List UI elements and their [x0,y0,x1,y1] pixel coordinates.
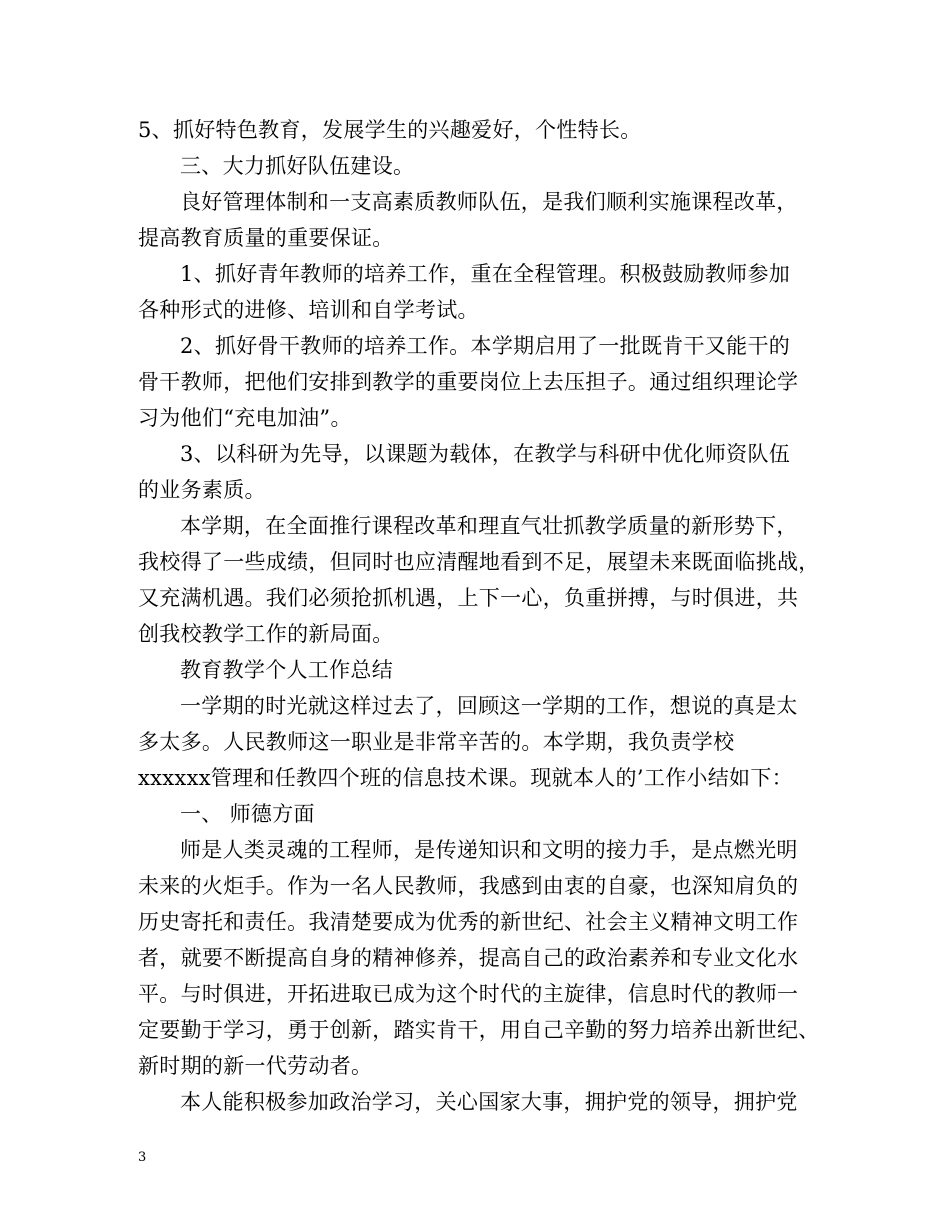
text-line: 5、抓好特色教育，发展学生的兴趣爱好，个性特长。 [138,118,642,142]
text-line: 一学期的时光就这样过去了，回顾这一学期的工作，想说的真是太 [180,694,798,718]
text-line: 的业务素质。 [138,478,266,502]
text-line: 平。与时俱进，开拓进取已成为这个时代的主旋律，信息时代的教师一 [138,982,799,1006]
text-line: 师是人类灵魂的工程师，是传递知识和文明的接力手，是点燃光明 [180,838,798,862]
text-line: 本学期，在全面推行课程改革和理直气壮抓教学质量的新形势下， [180,514,798,538]
text-line: 者，就要不断提高自身的精神修养，提高自己的政治素养和专业文化水 [138,946,799,970]
text-line: 又充满机遇。我们必须抢抓机遇，上下一心，负重拼搏，与时俱进，共 [138,586,799,610]
text-line: 1、抓好青年教师的培养工作，重在全程管理。积极鼓励教师参加 [180,262,791,286]
text-line: 提高教育质量的重要保证。 [138,226,394,250]
text-line: 习为他们“充电加油”。 [138,406,352,430]
text-line: 新时期的新一代劳动者。 [138,1054,373,1078]
text-line: 3、以科研为先导，以课题为载体，在教学与科研中优化师资队伍 [180,442,791,466]
document-subtitle: 教育教学个人工作总结 [180,658,393,682]
text-line: 未来的火炬手。作为一名人民教师，我感到由衷的自豪，也深知肩负的 [138,874,799,898]
page-number: 3 [138,1150,147,1165]
text-line: 我校得了一些成绩，但同时也应清醒地看到不足，展望未来既面临挑战， [138,550,820,574]
text-line: 骨干教师，把他们安排到教学的重要岗位上去压担子。通过组织理论学 [138,370,799,394]
text-line: 本人能积极参加政治学习，关心国家大事，拥护党的领导，拥护党 [180,1090,798,1114]
section-heading: 三、大力抓好队伍建设。 [180,154,415,178]
text-line: xxxxxx管理和任教四个班的信息技术课。现就本人的’工作小结如下： [138,766,793,790]
text-line: 创我校教学工作的新局面。 [138,622,394,646]
text-line: 2、抓好骨干教师的培养工作。本学期启用了一批既肯干又能干的 [180,334,791,358]
text-line: 历史寄托和责任。我清楚要成为优秀的新世纪、社会主义精神文明工作 [138,910,799,934]
text-line: 多太多。人民教师这一职业是非常辛苦的。本学期，我负责学校 [138,730,735,754]
section-heading: 一、 师德方面 [180,802,315,826]
text-line: 良好管理体制和一支高素质教师队伍，是我们顺利实施课程改革， [180,190,798,214]
text-line: 各种形式的进修、培训和自学考试。 [138,298,479,322]
text-line: 定要勤于学习，勇于创新，踏实肯干，用自己辛勤的努力培养出新世纪、 [138,1018,820,1042]
